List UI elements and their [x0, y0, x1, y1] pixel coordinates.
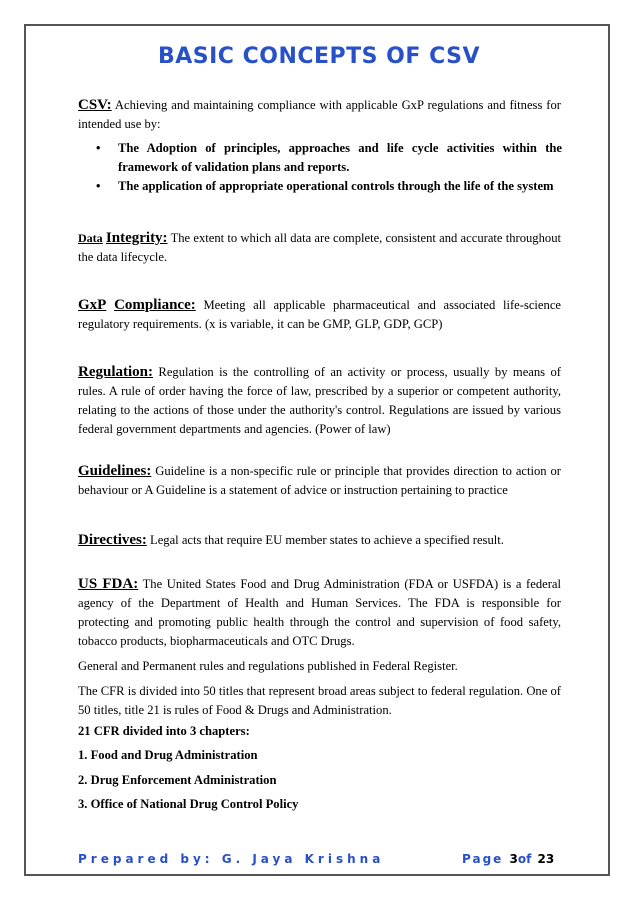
csv-term: CSV: — [78, 97, 112, 113]
data-integrity-text: The extent to which all data are complete, consistent and accurate throughout the data lifecycle. — [78, 231, 561, 264]
of-label: of — [517, 852, 532, 866]
chapter-item: 2. Drug Enforcement Administration — [78, 773, 277, 787]
chapter-item: 3. Office of National Drug Control Policy — [78, 797, 299, 811]
directives-term: Directives: — [78, 532, 147, 548]
compliance-term: Compliance: — [114, 297, 196, 313]
directives-text: Legal acts that require EU member states to achieve a specified result. — [146, 533, 504, 547]
bullet-icon: • — [96, 179, 101, 193]
list-item: • The Adoption of principles, approaches and life cycle activities within the framework of validation plans and reports. — [96, 141, 562, 174]
data-integrity-term-large: Integrity: — [105, 230, 168, 246]
list-item: • The application of appropriate operational controls through the life of the system — [96, 177, 562, 196]
regulation-term: Regulation: — [78, 364, 153, 380]
gxp-term: GxP — [78, 297, 107, 313]
csv-bullet-list — [96, 139, 562, 196]
total-pages: 23 — [537, 852, 555, 866]
chapter-item: 1. Food and Drug Administration — [78, 748, 258, 762]
csv-text: Achieving and maintaining compliance with applicable GxP regulations and fitness for intended use by: — [78, 98, 561, 131]
federal-register-paragraph: General and Permanent rules and regulations published in Federal Register. — [78, 659, 458, 673]
cfr-chapters-heading: 21 CFR divided into 3 chapters: — [78, 724, 250, 738]
gxp-definition — [78, 296, 561, 334]
regulation-definition — [78, 363, 561, 439]
usfda-text: The United States Food and Drug Administration (FDA or USFDA) is a federal agency of the Department of Health and Human Services. The FDA is responsible for protecting and promoting public health through the control and supervision of food safety, tobacco products, biopharmaceuticals and OTC Drugs. — [78, 577, 561, 648]
guidelines-text: Guideline is a non-specific rule or principle that provides direction to action or behaviour or A Guideline is a statement of advice or instruction pertaining to practice — [78, 464, 561, 497]
data-integrity-definition — [78, 229, 561, 267]
usfda-term: US FDA: — [78, 576, 139, 592]
csv-definition — [78, 96, 561, 134]
prepared-by-footer: Prepared by: G. Jaya Krishna — [78, 852, 385, 866]
guidelines-term: Guidelines: — [78, 463, 152, 479]
page-number: 3 — [509, 852, 518, 866]
guidelines-definition — [78, 462, 561, 500]
page-title: BASIC CONCEPTS OF CSV — [157, 44, 480, 69]
directives-definition — [78, 531, 561, 550]
regulation-text: Regulation is the controlling of an activity or process, usually by means of rules. A rule of order having the force of law, prescribed by a superior or competent authority, relating to the actions of those under the authority's control. Regulations are issued by various federal government departments and agencies. (Power of law) — [78, 365, 561, 436]
gxp-text: Meeting all applicable pharmaceutical and associated life-science regulatory requirements. (x is variable, it can be GMP, GLP, GDP, GCP) — [78, 298, 561, 331]
cfr-paragraph: The CFR is divided into 50 titles that represent broad areas subject to federal regulation. One of 50 titles, title 21 is rules of Food & Drugs and Administration. — [78, 684, 561, 717]
usfda-definition — [78, 575, 561, 651]
data-integrity-term-small: Data — [78, 231, 103, 245]
page-number-footer — [462, 852, 554, 866]
bullet-icon: • — [96, 141, 101, 155]
page-label: Page — [462, 852, 504, 866]
